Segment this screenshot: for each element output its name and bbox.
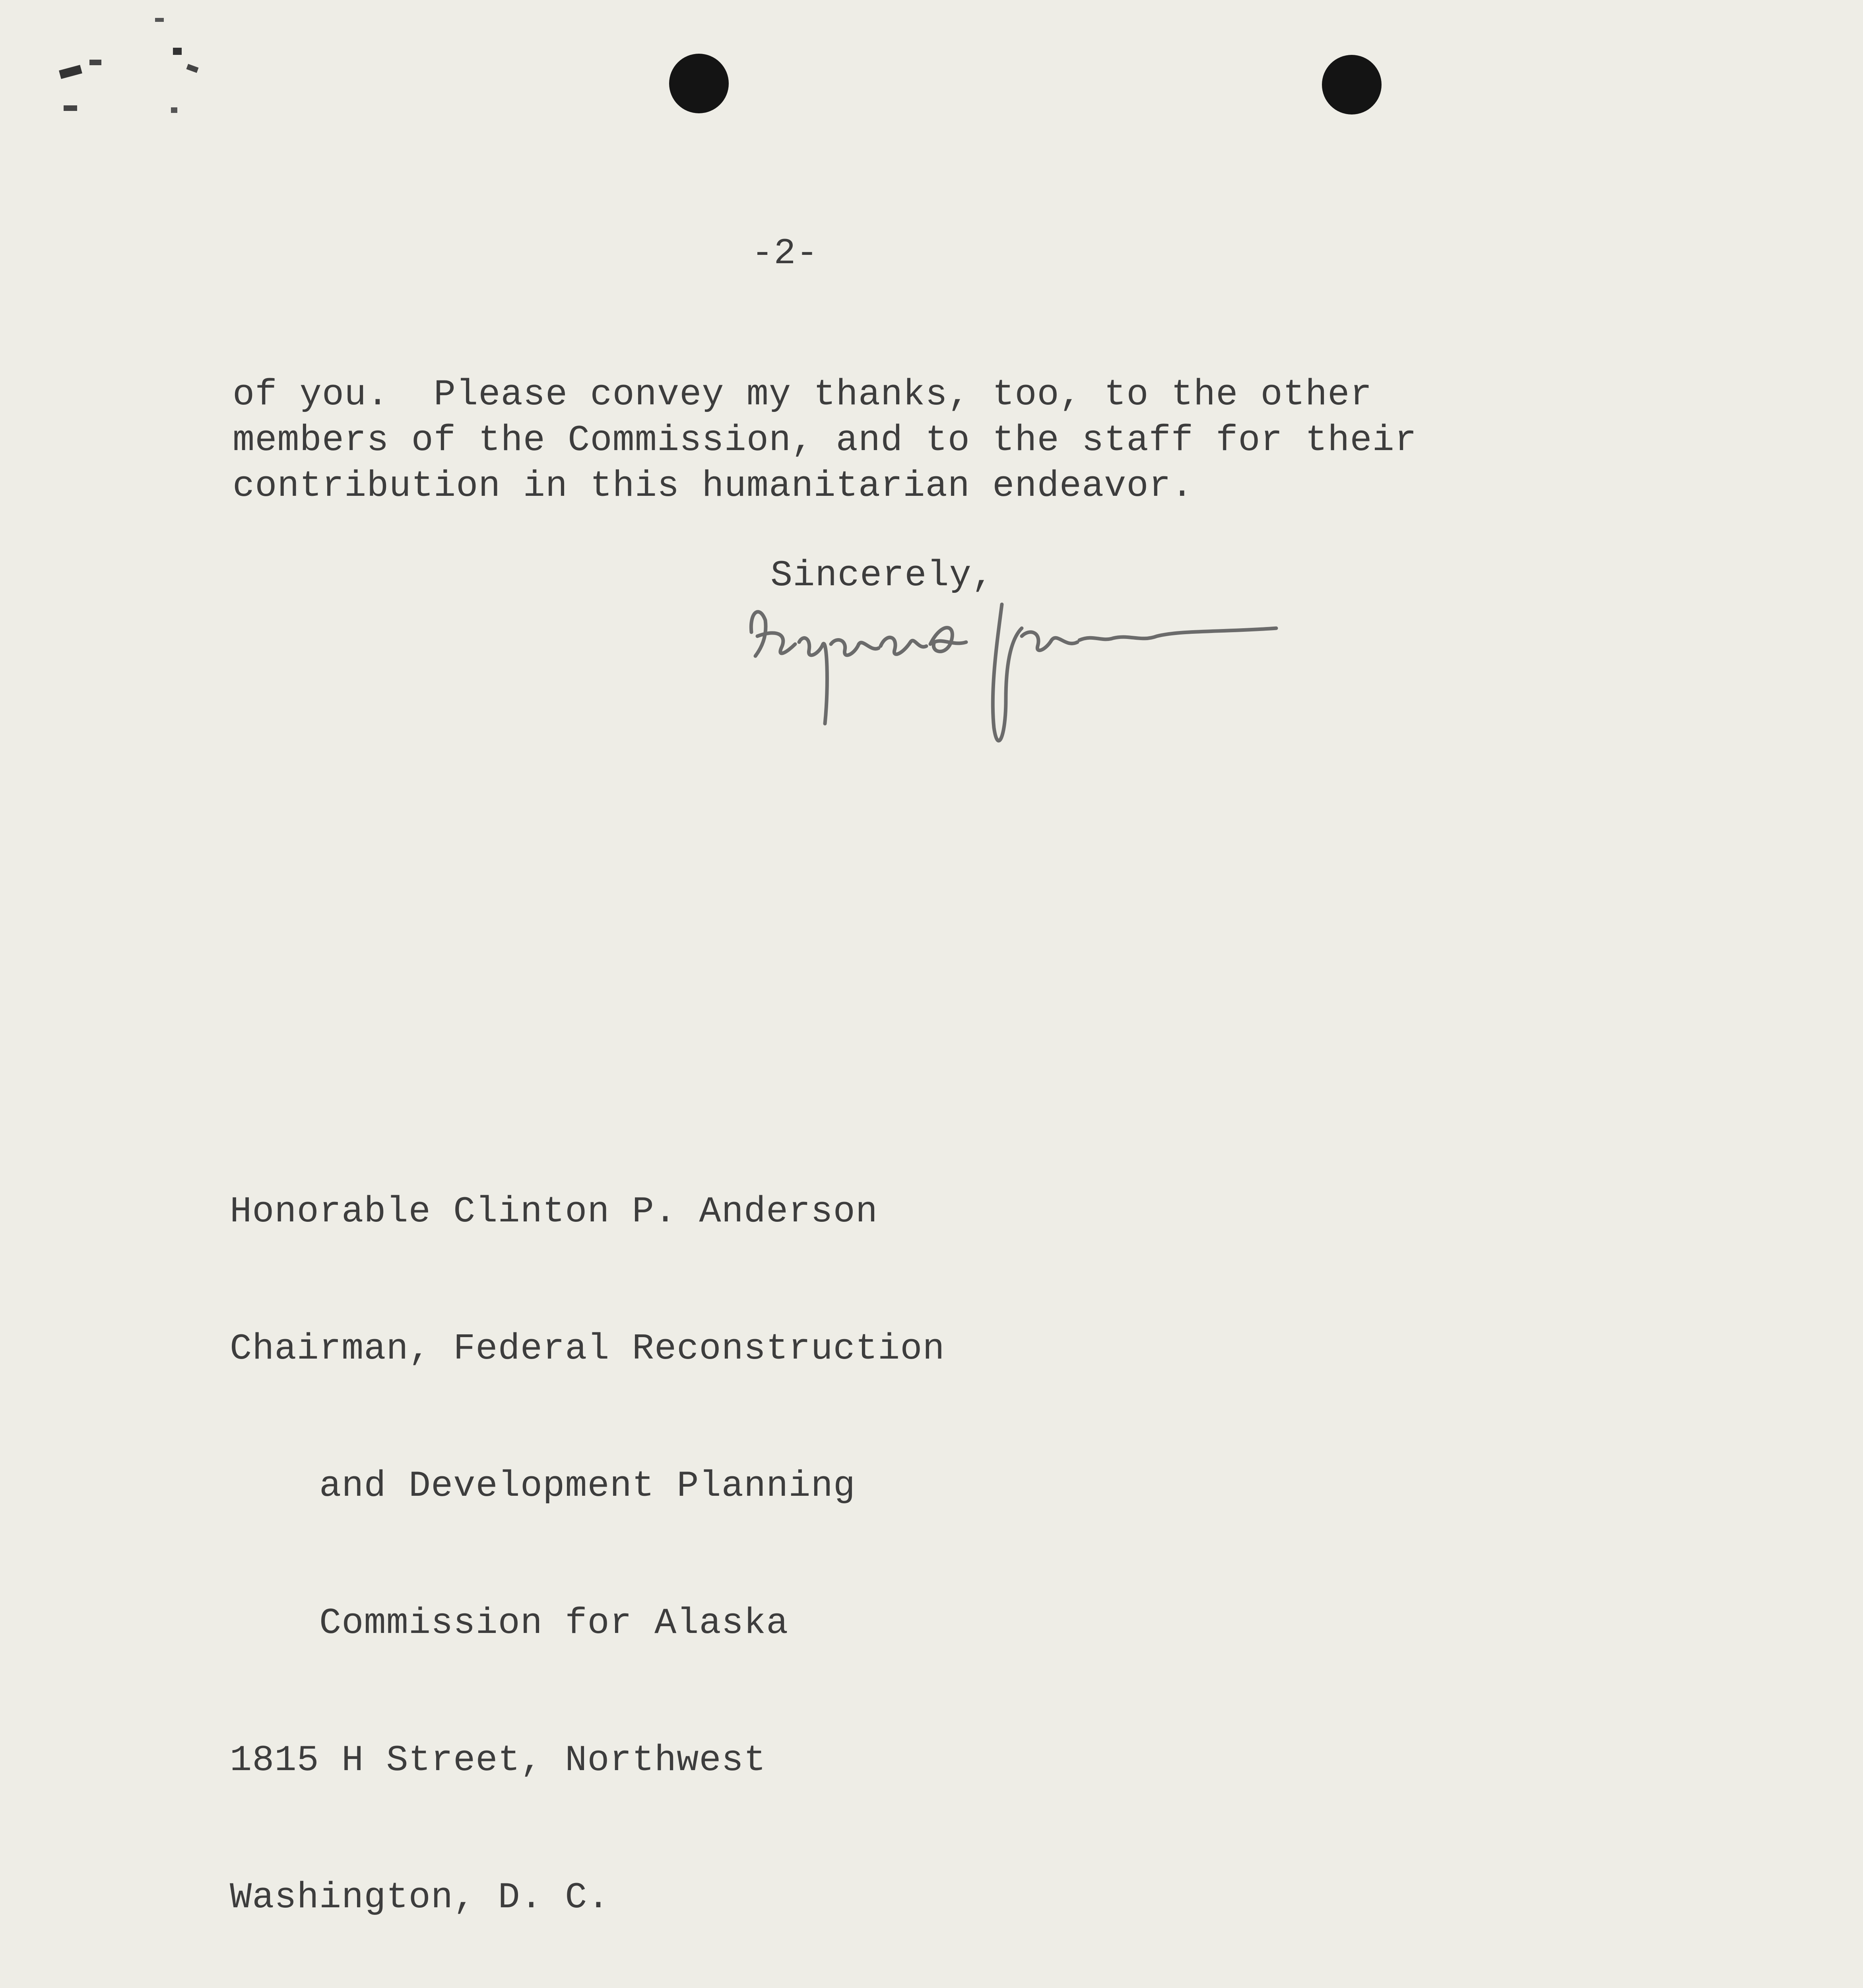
closing: Sincerely, xyxy=(770,555,994,596)
addressee-title: Chairman, Federal Reconstruction xyxy=(230,1328,945,1370)
body-line: of you. Please convey my thanks, too, to the other xyxy=(233,374,1372,415)
addressee-street: 1815 H Street, Northwest xyxy=(230,1740,767,1781)
addressee-block xyxy=(230,1097,945,1988)
body-paragraph xyxy=(233,372,1417,509)
punch-hole-right xyxy=(1322,55,1382,115)
paper-specks xyxy=(0,0,239,143)
addressee-title-continued: Commission for Alaska xyxy=(319,1602,789,1644)
signature xyxy=(743,569,1284,791)
body-line: contribution in this humanitarian endeavor. xyxy=(233,465,1193,507)
page-number: -2- xyxy=(751,233,819,274)
body-line: members of the Commission, and to the staff for their xyxy=(233,419,1417,461)
addressee-city: Washington, D. C. xyxy=(230,1877,610,1918)
punch-hole-left xyxy=(669,54,729,113)
addressee-title-continued: and Development Planning xyxy=(319,1465,856,1507)
addressee-name: Honorable Clinton P. Anderson xyxy=(230,1191,878,1233)
